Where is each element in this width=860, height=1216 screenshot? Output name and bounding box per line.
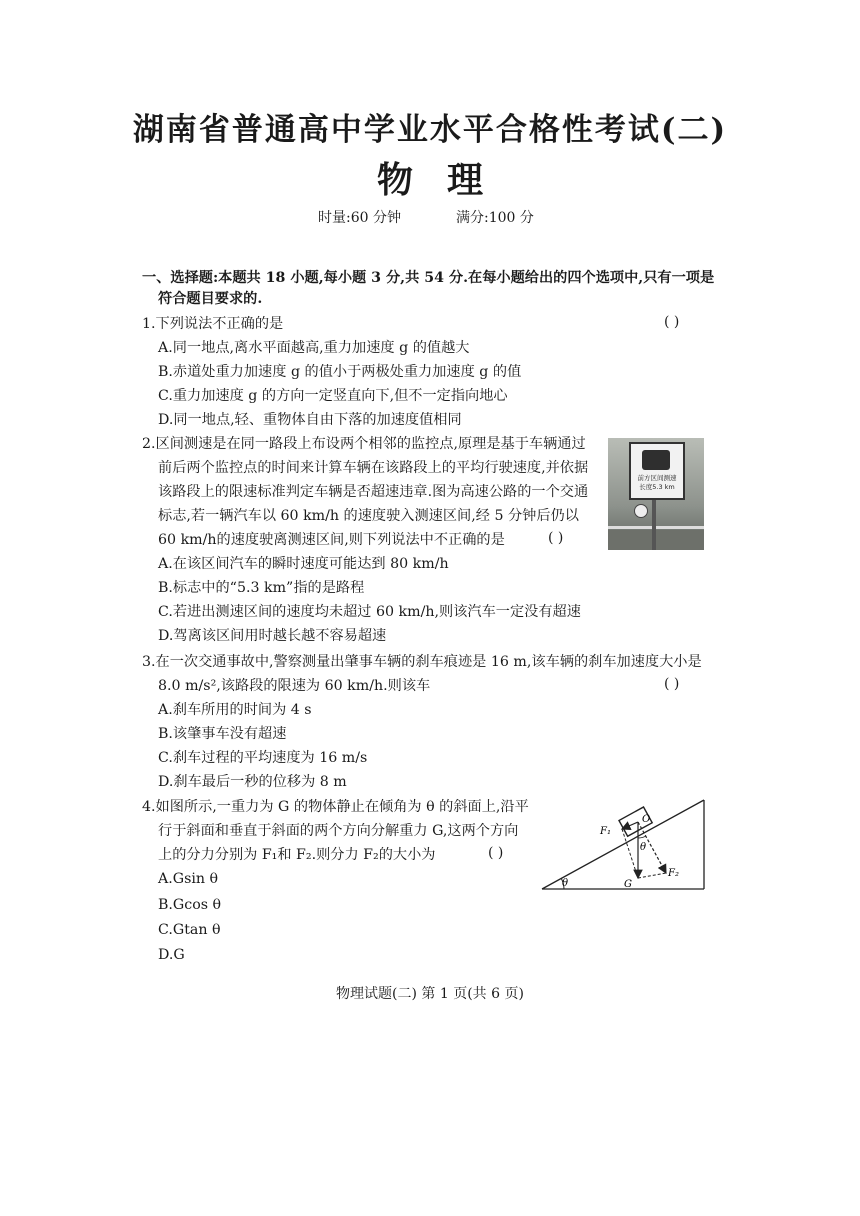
q1-option-d: D.同一地点,轻、重物体自由下落的加速度值相同 [158,412,462,428]
q3-stem-line1: 3.在一次交通事故中,警察测量出肇事车辆的刹车痕迹是 16 m,该车辆的刹车加速度大小是 [142,654,702,670]
label-g: G [624,879,632,890]
sign-text [633,474,681,492]
q1-option-b: B.赤道处重力加速度 g 的值小于两极处重力加速度 g 的值 [158,364,522,380]
q2-option-a: A.在该区间汽车的瞬时速度可能达到 80 km/h [158,556,449,572]
q2-stem-line5: 60 km/h的速度驶离测速区间,则下列说法中不正确的是 [158,532,505,548]
exam-duration: 时量:60 分钟 [318,210,401,226]
q4-option-c: C.Gtan θ [158,922,221,938]
q4-stem-line3: 上的分力分别为 F₁和 F₂.则分力 F₂的大小为 [158,847,436,863]
q3-option-d: D.刹车最后一秒的位移为 8 m [158,774,347,790]
sign-text-line1: 前方区间测速 [637,474,677,482]
q3-answer-paren: ( ) [664,676,680,692]
q4-stem-line2: 行于斜面和垂直于斜面的两个方向分解重力 G,这两个方向 [158,823,519,839]
q1-answer-paren: ( ) [664,314,680,330]
q2-answer-paren: ( ) [548,530,564,546]
dashed-helper-2 [622,829,638,878]
section-instructions-cont: 符合题目要求的. [158,291,263,307]
sign-text-line2: 长度5.3 km [639,483,675,491]
q3-option-a: A.刹车所用的时间为 4 s [158,702,312,718]
q1-option-c: C.重力加速度 g 的方向一定竖直向下,但不一定指向地心 [158,388,508,404]
q4-option-a: A.Gsin θ [158,871,219,887]
label-f1: F₁ [600,826,611,837]
q2-stem-line3: 该路段上的限速标准判定车辆是否超速违章.图为高速公路的一个交通 [158,484,589,500]
q4-option-d: D.G [158,947,185,963]
dashed-helper-1 [638,873,666,878]
sign-board [629,442,685,500]
q2-stem-line2: 前后两个监控点的时间来计算车辆在该路段上的平均行驶速度,并依据 [158,460,589,476]
page-footer: 物理试题(二) 第 1 页(共 6 页) [336,986,524,1002]
road-surface [608,530,704,550]
incline-force-diagram [538,796,708,892]
camera-icon [642,450,670,470]
q2-stem-line4: 标志,若一辆汽车以 60 km/h 的速度驶入测速区间,经 5 分钟后仍以 [158,508,579,524]
q2-option-b: B.标志中的“5.3 km”指的是路程 [158,580,365,596]
q3-option-c: C.刹车过程的平均速度为 16 m/s [158,750,368,766]
label-theta-base: θ [562,878,569,889]
label-f2: F₂ [668,868,679,879]
q1-option-a: A.同一地点,离水平面越高,重力加速度 g 的值越大 [158,340,470,356]
q3-stem-line2: 8.0 m/s²,该路段的限速为 60 km/h.则该车 [158,678,431,694]
q2-option-d: D.驾离该区间用时越长越不容易超速 [158,628,387,644]
label-o: O [642,814,651,825]
q2-option-c: C.若进出测速区间的速度均未超过 60 km/h,则该汽车一定没有超速 [158,604,581,620]
speed-zone-sign-photo [608,438,704,550]
q3-option-b: B.该肇事车没有超速 [158,726,287,742]
guard-rail [608,526,704,529]
section-instructions: 一、选择题:本题共 18 小题,每小题 3 分,共 54 分.在每小题给出的四个选项中,只有一项是 [142,270,715,286]
q4-stem-line1: 4.如图所示,一重力为 G 的物体静止在倾角为 θ 的斜面上,沿平 [142,799,529,815]
incline-line [542,800,704,889]
label-theta-inner: θ [640,842,647,853]
small-round-sign [634,504,648,518]
q4-answer-paren: ( ) [488,845,504,861]
q1-stem: 1.下列说法不正确的是 [142,316,284,332]
full-score: 满分:100 分 [456,210,534,226]
q4-option-b: B.Gcos θ [158,897,222,913]
sign-pole [652,498,656,550]
q2-stem-line1: 2.区间测速是在同一路段上布设两个相邻的监控点,原理是基于车辆通过 [142,436,586,452]
subject-title: 物理 [376,159,517,201]
exam-title: 湖南省普通高中学业水平合格性考试(二) [132,112,728,148]
